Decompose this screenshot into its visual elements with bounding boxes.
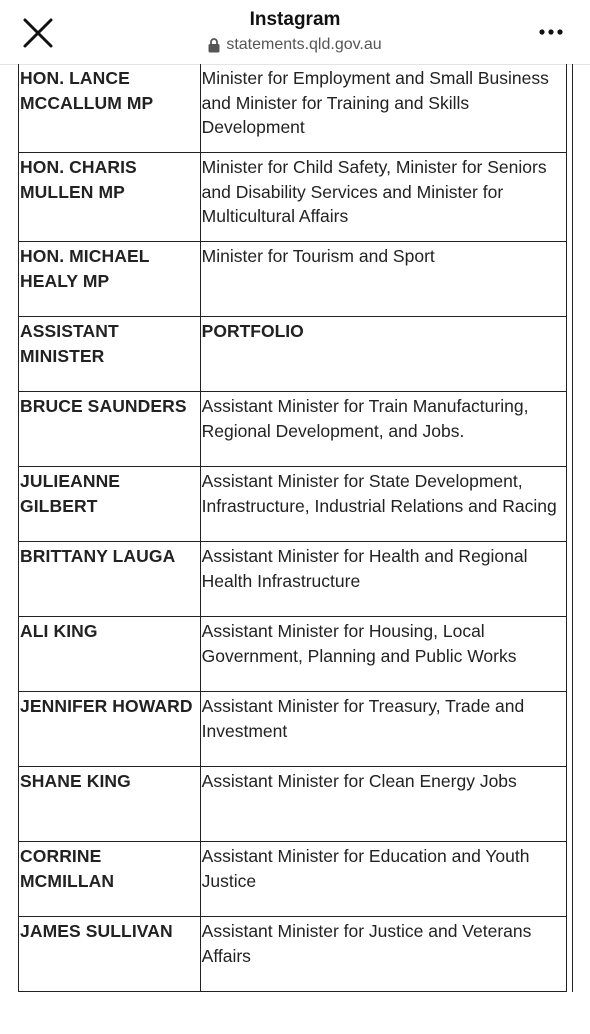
- portfolio-cell: Assistant Minister for State Development, Infrastructure, Industrial Relations and Racing: [200, 467, 566, 542]
- table-row: [19, 542, 567, 617]
- portfolio-cell: Minister for Child Safety, Minister for Seniors and Disability Services and Minister for Multicultural Affairs: [200, 153, 566, 242]
- url-text: statements.qld.gov.au: [226, 36, 382, 53]
- portfolio-cell: Minister for Employment and Small Business and Minister for Training and Skills Development: [200, 64, 566, 153]
- minister-name-cell: ALI KING: [19, 617, 201, 692]
- portfolio-cell: Assistant Minister for Clean Energy Jobs: [200, 767, 566, 842]
- lock-icon: [208, 38, 220, 53]
- minister-name-cell: HON. MICHAEL HEALY MP: [19, 242, 201, 317]
- minister-name-cell: CORRINE MCMILLAN: [19, 842, 201, 917]
- section-header-assistant-minister: ASSISTANT MINISTER: [19, 317, 201, 392]
- more-dots-icon[interactable]: [536, 18, 566, 46]
- section-header-portfolio: PORTFOLIO: [200, 317, 566, 392]
- portfolio-cell: Assistant Minister for Housing, Local Government, Planning and Public Works: [200, 617, 566, 692]
- table-section-header-row: [19, 317, 567, 392]
- table-row: [19, 153, 567, 242]
- document-view[interactable]: [18, 64, 573, 992]
- table-row: [19, 64, 567, 153]
- browser-header: [0, 0, 590, 65]
- minister-name-cell: BRUCE SAUNDERS: [19, 392, 201, 467]
- minister-name-cell: JAMES SULLIVAN: [19, 917, 201, 992]
- portfolio-cell: Assistant Minister for Health and Regional Health Infrastructure: [200, 542, 566, 617]
- minister-name-cell: SHANE KING: [19, 767, 201, 842]
- minister-name-cell: BRITTANY LAUGA: [19, 542, 201, 617]
- table-row: [19, 767, 567, 842]
- table-row: [19, 392, 567, 467]
- portfolio-cell: Minister for Tourism and Sport: [200, 242, 566, 317]
- table-row: [19, 467, 567, 542]
- portfolio-cell: Assistant Minister for Train Manufacturing, Regional Development, and Jobs.: [200, 392, 566, 467]
- page-title: Instagram: [249, 9, 341, 30]
- ministers-table: [18, 64, 567, 992]
- table-row: [19, 842, 567, 917]
- minister-name-cell: HON. LANCE MCCALLUM MP: [19, 64, 201, 153]
- minister-name-cell: JULIEANNE GILBERT: [19, 467, 201, 542]
- minister-name-cell: JENNIFER HOWARD: [19, 692, 201, 767]
- table-row: [19, 917, 567, 992]
- table-row: [19, 242, 567, 317]
- header-title-block: [0, 8, 590, 58]
- portfolio-cell: Assistant Minister for Justice and Veterans Affairs: [200, 917, 566, 992]
- portfolio-cell: Assistant Minister for Education and Youth Justice: [200, 842, 566, 917]
- table-row: [19, 617, 567, 692]
- minister-name-cell: HON. CHARIS MULLEN MP: [19, 153, 201, 242]
- url-display[interactable]: [208, 34, 381, 56]
- portfolio-cell: Assistant Minister for Treasury, Trade and Investment: [200, 692, 566, 767]
- table-row: [19, 692, 567, 767]
